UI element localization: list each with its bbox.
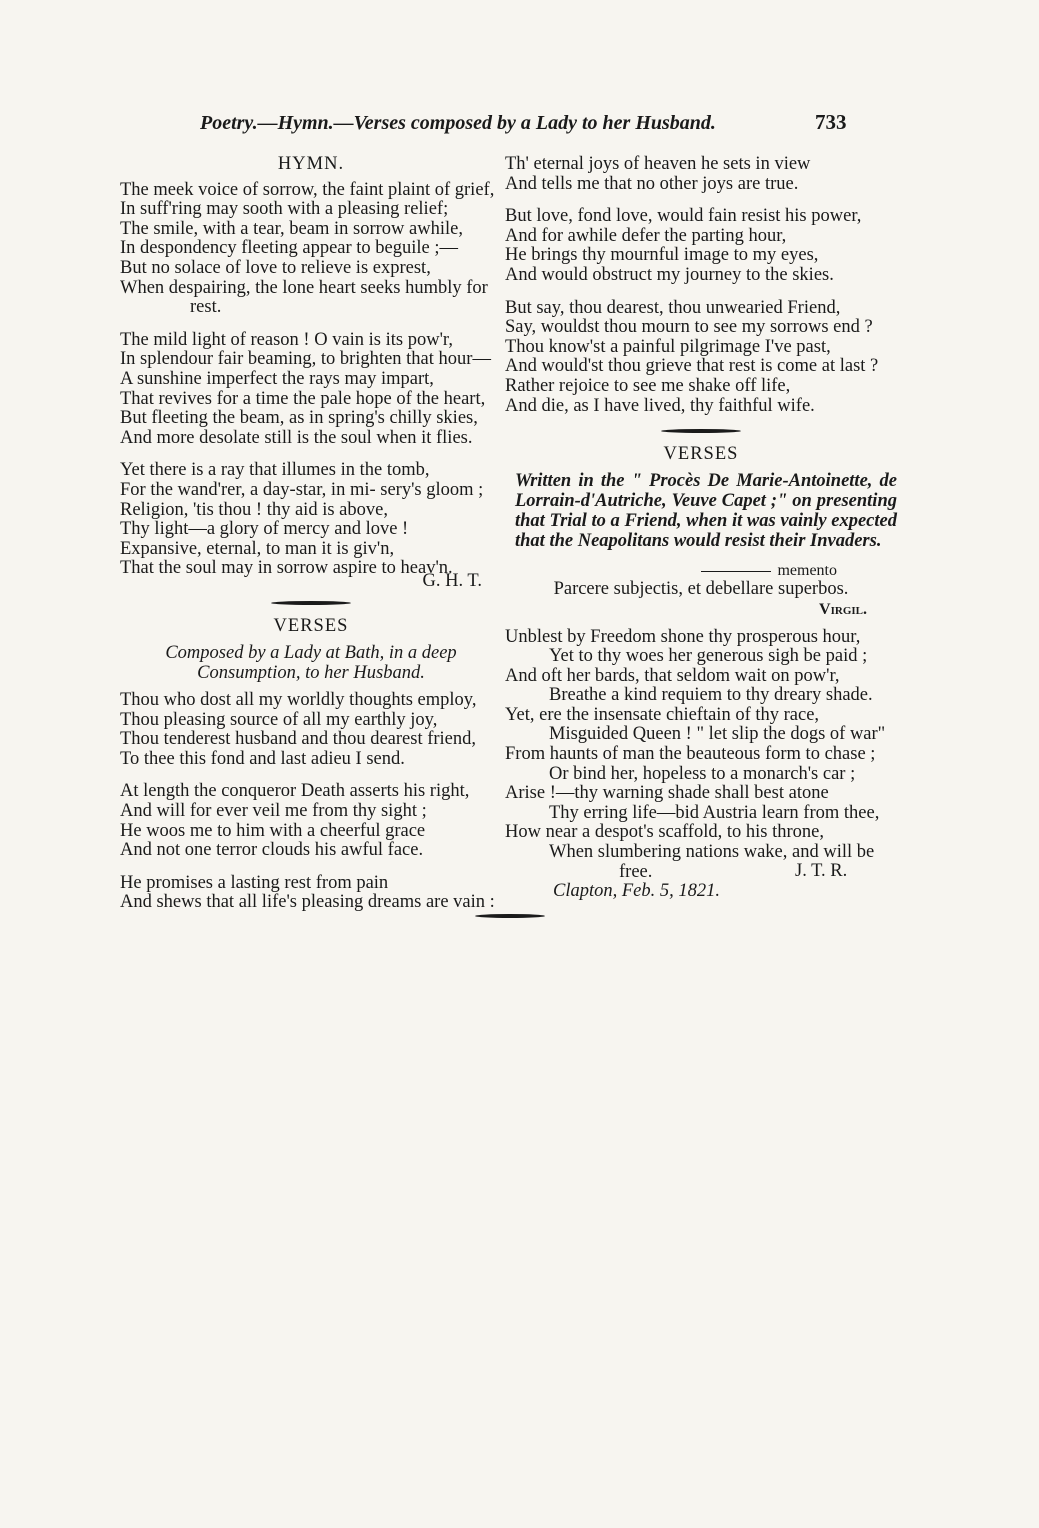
verse-line: A sunshine imperfect the rays may impart, [120, 368, 434, 389]
verse-line: Thou tenderest husband and thou dearest friend, [120, 729, 477, 750]
verse-line: And more desolate still is the soul when it flies. [120, 427, 473, 448]
verse-line: When slumbering nations wake, and will be free. [549, 842, 875, 882]
verses1-title: VERSES [273, 616, 349, 637]
verse-line: He brings thy mournful image to my eyes, [505, 245, 819, 266]
verse-line: And oft her bards, that seldom wait on pow'r, [505, 665, 840, 686]
verse-line: To thee this fond and last adieu I send. [120, 748, 405, 769]
verse-line: And die, as I have lived, thy faithful wife. [505, 395, 815, 416]
verse-line: In splendour fair beaming, to brighten that hour— [120, 349, 491, 370]
verse-line: In suff'ring may sooth with a pleasing relief; [120, 199, 449, 220]
verse-line: Breathe a kind requiem to thy dreary shade. [549, 685, 873, 706]
verse-line: The mild light of reason ! O vain is its pow'r, [120, 329, 453, 350]
verse-line: Or bind her, hopeless to a monarch's car ; [549, 763, 856, 784]
hymn-title: HYMN. [277, 154, 345, 174]
latin-quote: Parcere subjectis, et debellare superbos. [553, 579, 849, 600]
verse-line: Religion, 'tis thou ! thy aid is above, [120, 499, 388, 520]
stanza [120, 782, 502, 860]
verse-line: Yet there is a ray that illumes in the tomb, [120, 460, 430, 481]
verse-line: And for awhile defer the parting hour, [505, 225, 787, 246]
verse-line: Yet to thy woes her generous sigh be paid ; [549, 646, 868, 667]
end-divider [475, 914, 545, 918]
stanza [120, 461, 502, 579]
verse-line: But love, fond love, would fain resist his power, [505, 206, 862, 227]
verse-line: That revives for a time the pale hope of the heart, [120, 388, 486, 409]
running-title: Poetry.—Hymn.—Verses composed by a Lady to her Husband. [200, 112, 716, 134]
verse-line: But fleeting the beam, as in spring's chilly skies, [120, 408, 478, 429]
page-number: 733 [815, 110, 847, 134]
stanza [505, 207, 897, 285]
verses1-subtitle: Composed by a Lady at Bath, in a deep Consumption, to her Husband. [165, 643, 457, 684]
quote-author: Virgil. [819, 600, 867, 618]
verse-line: Unblest by Freedom shone thy prosperous hour, [505, 626, 861, 647]
verse-line: Rather rejoice to see me shake off life, [505, 375, 791, 396]
verse-line: The smile, with a tear, beam in sorrow awhile, [120, 218, 463, 239]
verse-line: From haunts of man the beauteous form to chase ; [505, 744, 876, 765]
verse-line: And will for ever veil me from thy sight ; [120, 801, 427, 822]
stanza [120, 874, 502, 913]
stanza [505, 155, 897, 194]
memento-word: memento [777, 561, 837, 579]
hymn-signature: G. H. T. [422, 570, 482, 591]
verse-line: Thou know'st a painful pilgrimage I've past, [505, 336, 831, 357]
verse-line: Yet, ere the insensate chieftain of thy race, [505, 704, 820, 725]
stanza [120, 181, 502, 318]
verse-line: Arise !—thy warning shade shall best atone [505, 783, 829, 804]
verse-line: At length the conqueror Death asserts his right, [120, 781, 470, 802]
verse-line: Thou who dost all my worldly thoughts employ, [120, 690, 477, 711]
verse-line: That the soul may in sorrow aspire to heav'n. [120, 558, 453, 579]
verse-line: How near a despot's scaffold, to his throne, [505, 822, 824, 843]
verse-line: In despondency fleeting appear to beguile ;— [120, 238, 459, 259]
stanza [505, 299, 897, 417]
verse-line: Thy erring life—bid Austria learn from thee, [549, 802, 880, 823]
stanza [120, 691, 502, 769]
verse-line: Th' eternal joys of heaven he sets in view [505, 154, 811, 174]
verse-line: But say, thou dearest, thou unwearied Friend, [505, 297, 841, 318]
verse-line: And tells me that no other joys are true. [505, 173, 799, 194]
verses2-body [505, 628, 897, 883]
verses2-signature: J. T. R. [795, 861, 848, 882]
verse-line: The meek voice of sorrow, the faint plaint of grief, [120, 179, 495, 200]
verse-line: And would obstruct my journey to the skies. [505, 264, 834, 285]
verse-line: Expansive, eternal, to man it is giv'n, [120, 538, 395, 559]
verse-line: And not one terror clouds his awful face. [120, 840, 424, 861]
right-column [505, 155, 897, 918]
verse-line: He woos me to him with a cheerful grace [120, 820, 426, 841]
verse-line: But no solace of love to relieve is exprest, [120, 257, 431, 278]
memento-dash [701, 571, 771, 572]
verse-line: Thou pleasing source of all my earthly joy, [120, 709, 438, 730]
verse-line: And would'st thou grieve that rest is come at last ? [505, 356, 879, 377]
memento-line [505, 561, 897, 581]
verse-line: When despairing, the lone heart seeks humbly for rest. [120, 277, 488, 318]
verse-line: And shews that all life's pleasing dreams are vain : [120, 892, 495, 913]
stanza [120, 331, 502, 449]
verses1-body [120, 691, 502, 913]
section-divider [271, 601, 351, 605]
section-divider [661, 429, 741, 433]
verses1-continued-body [505, 155, 897, 416]
verse-line: He promises a lasting rest from pain [120, 872, 389, 893]
place-date: Clapton, Feb. 5, 1821. [553, 881, 721, 902]
left-column [120, 155, 502, 926]
verse-line: For the wand'rer, a day-star, in mi- sery's gloom ; [120, 479, 484, 500]
verses2-title: VERSES [663, 444, 739, 465]
verse-line: Thy light—a glory of mercy and love ! [120, 519, 409, 540]
verse-line: Misguided Queen ! " let slip the dogs of war" [549, 724, 886, 745]
hymn-body [120, 181, 502, 579]
verses2-subtitle: Written in the " Procès De Marie-Antoinette, de Lorrain-d'Autriche, Veuve Capet ;" on presenting that Trial to a Friend, when it was vainly expected that the Neapolitans would resist their Invaders. [515, 470, 897, 551]
verse-line: Say, wouldst thou mourn to see my sorrows end ? [505, 317, 873, 338]
running-header [200, 112, 890, 135]
